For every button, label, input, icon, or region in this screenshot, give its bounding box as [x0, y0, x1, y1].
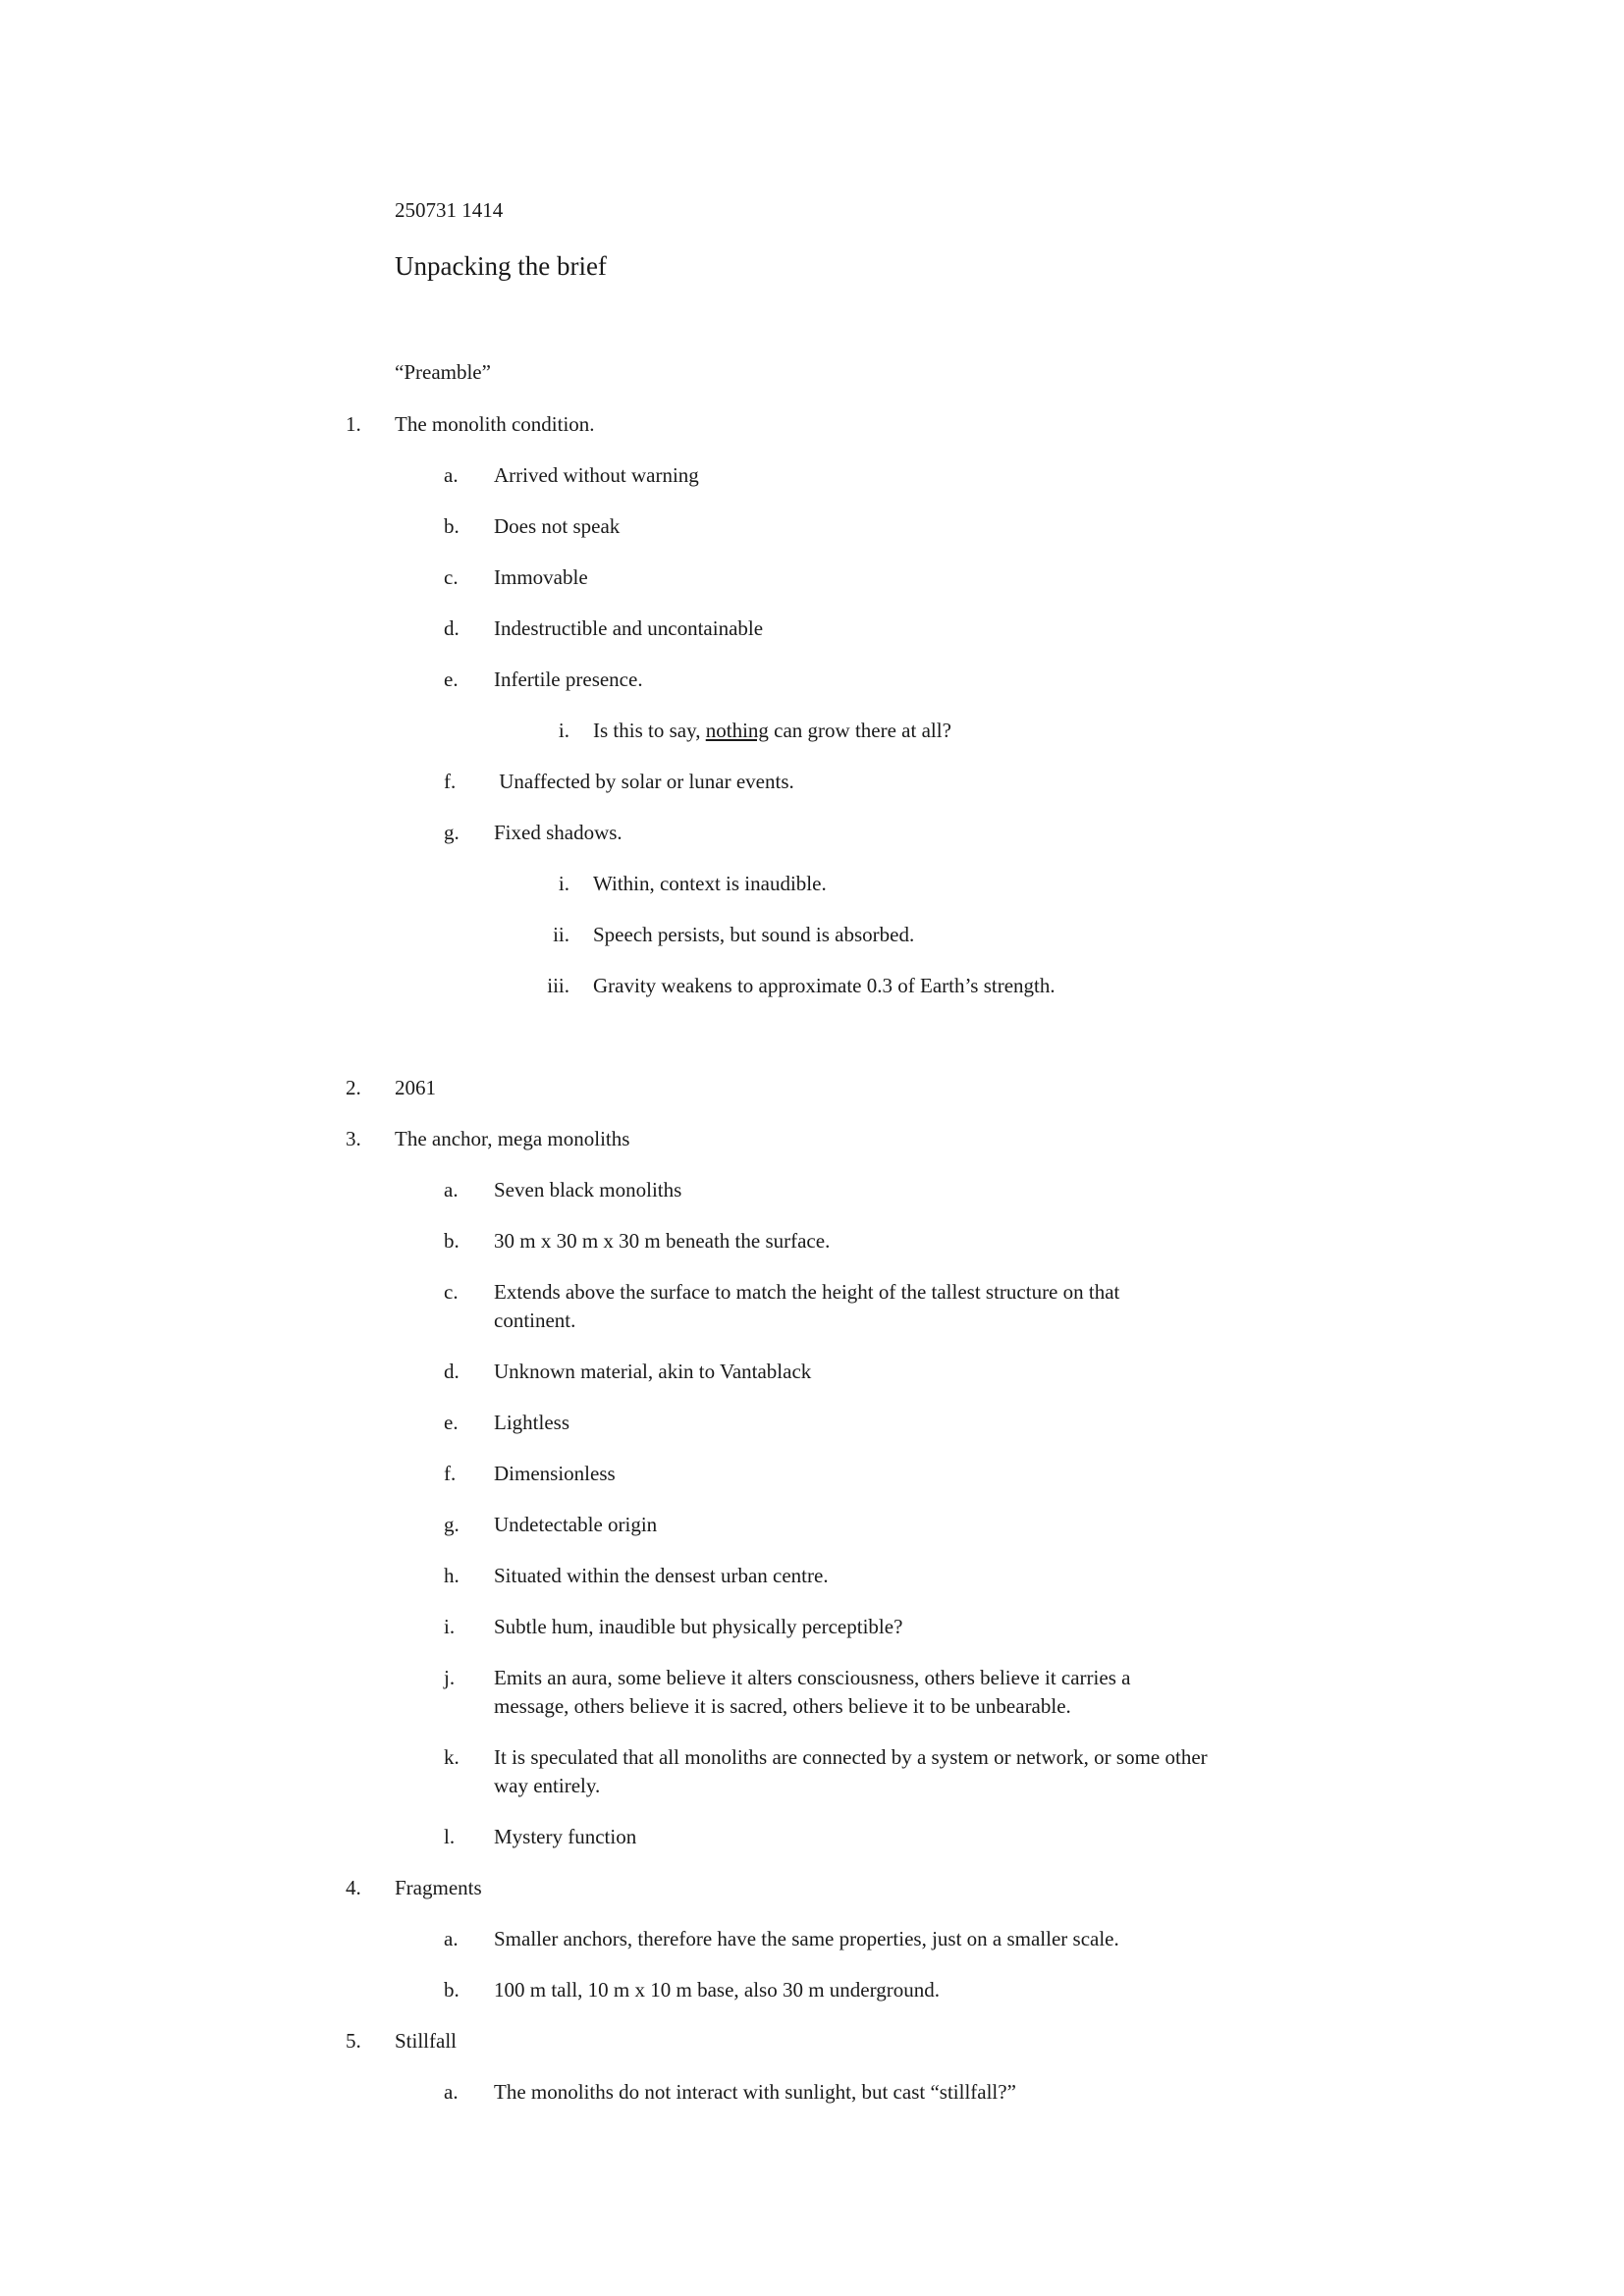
- section-1-label: The monolith condition.: [395, 412, 595, 436]
- list-item-marker: h.: [444, 1564, 460, 1587]
- list-item-marker: i.: [444, 1615, 456, 1638]
- list-item-marker: a.: [444, 2080, 459, 2104]
- list-item-marker: c.: [444, 565, 459, 589]
- list-item-marker: f.: [444, 1462, 457, 1485]
- list-item: Lightless: [494, 1411, 569, 1434]
- list-item: Immovable: [494, 565, 588, 589]
- list-item: Arrived without warning: [494, 463, 699, 487]
- list-item: Situated within the densest urban centre.: [494, 1564, 829, 1587]
- list-item-marker: b.: [444, 1229, 460, 1253]
- list-item: Infertile presence.: [494, 667, 643, 691]
- sub-item-marker: iii.: [547, 974, 569, 997]
- list-item: Extends above the surface to match the height of the tallest structure on that continent.: [494, 1280, 1120, 1332]
- sub-item: Gravity weakens to approximate 0.3 of Earth’s strength.: [593, 974, 1056, 997]
- list-item: Emits an aura, some believe it alters consciousness, others believe it carries a message, others believe it is sacred, others believe it to be unbearable.: [494, 1666, 1131, 1718]
- list-item-marker: j.: [444, 1666, 456, 1689]
- section-1-number: 1.: [346, 412, 361, 436]
- list-item: Indestructible and uncontainable: [494, 616, 764, 640]
- list-item-marker: b.: [444, 514, 460, 538]
- underlined-word: nothing: [705, 719, 769, 742]
- list-item-marker: e.: [444, 1411, 459, 1434]
- section-3-number: 3.: [346, 1127, 361, 1150]
- section-2-number: 2.: [346, 1076, 361, 1099]
- list-item-marker: l.: [444, 1825, 456, 1848]
- section-2-label: 2061: [395, 1076, 436, 1099]
- section-3-label: The anchor, mega monoliths: [395, 1127, 630, 1150]
- list-item: Subtle hum, inaudible but physically perceptible?: [494, 1615, 903, 1638]
- list-item-marker: a.: [444, 1927, 459, 1950]
- list-item: Undetectable origin: [494, 1513, 658, 1536]
- list-item: Dimensionless: [494, 1462, 616, 1485]
- document-title: Unpacking the brief: [395, 251, 607, 281]
- sub-item-marker: i.: [558, 719, 569, 742]
- sub-item: Speech persists, but sound is absorbed.: [593, 923, 915, 946]
- list-item-marker: g.: [444, 821, 460, 844]
- sub-item: Within, context is inaudible.: [593, 872, 827, 895]
- list-item-marker: a.: [444, 463, 459, 487]
- list-item: It is speculated that all monoliths are connected by a system or network, or some other way entirely.: [494, 1745, 1208, 1797]
- list-item-marker: d.: [444, 1360, 460, 1383]
- list-item: 100 m tall, 10 m x 10 m base, also 30 m underground.: [494, 1978, 940, 2002]
- list-item: Unaffected by solar or lunar events.: [494, 770, 794, 793]
- list-item-marker: f.: [444, 770, 457, 793]
- preamble-label: “Preamble”: [395, 360, 491, 384]
- list-item: Unknown material, akin to Vantablack: [494, 1360, 812, 1383]
- sub-item-text: Is this to say,: [593, 719, 706, 742]
- sub-item: [593, 717, 951, 745]
- list-item-marker: d.: [444, 616, 460, 640]
- section-4-label: Fragments: [395, 1876, 482, 1899]
- list-item: Fixed shadows.: [494, 821, 623, 844]
- list-item-marker: c.: [444, 1280, 459, 1304]
- list-item: Smaller anchors, therefore have the same properties, just on a smaller scale.: [494, 1927, 1119, 1950]
- list-item: Seven black monoliths: [494, 1178, 682, 1201]
- list-item: 30 m x 30 m x 30 m beneath the surface.: [494, 1229, 831, 1253]
- list-item: The monoliths do not interact with sunlight, but cast “stillfall?”: [494, 2080, 1016, 2104]
- list-item-marker: b.: [444, 1978, 460, 2002]
- list-item-marker: g.: [444, 1513, 460, 1536]
- sub-item-marker: i.: [558, 872, 569, 895]
- sub-item-text: can grow there at all?: [768, 719, 951, 742]
- section-4-number: 4.: [346, 1876, 361, 1899]
- section-5-label: Stillfall: [395, 2029, 457, 2053]
- list-item-marker: a.: [444, 1178, 459, 1201]
- list-item: Mystery function: [494, 1825, 637, 1848]
- document-id: 250731 1414: [395, 198, 504, 222]
- list-item-marker: k.: [444, 1745, 460, 1769]
- sub-item-marker: ii.: [553, 923, 569, 946]
- list-item-marker: e.: [444, 667, 459, 691]
- section-5-number: 5.: [346, 2029, 361, 2053]
- list-item: Does not speak: [494, 514, 621, 538]
